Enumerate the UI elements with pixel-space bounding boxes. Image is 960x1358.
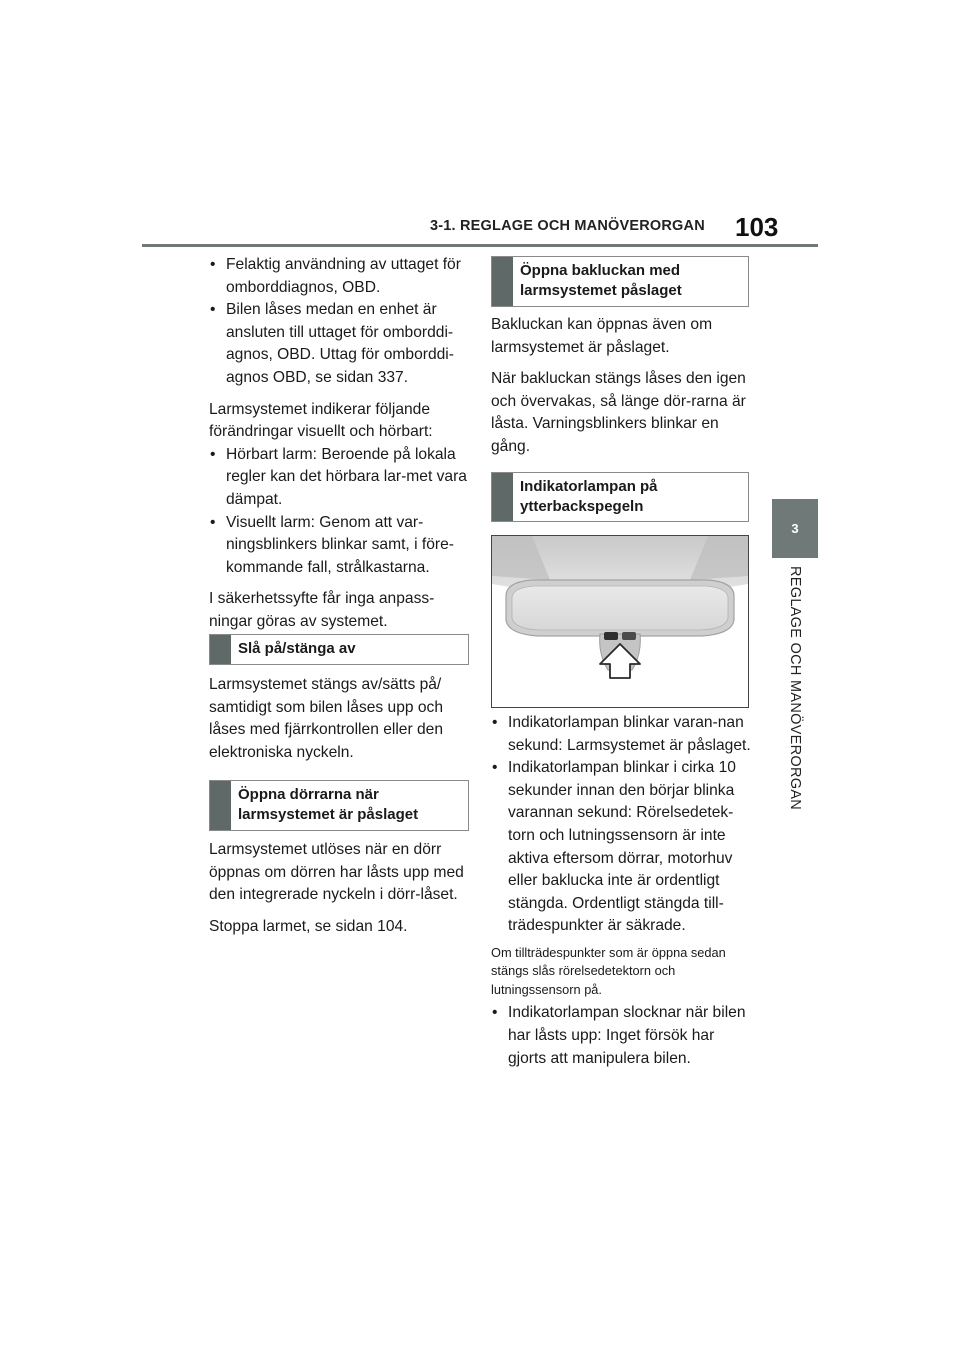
rearview-mirror-icon (492, 536, 748, 707)
heading-onoff-box (209, 634, 469, 665)
page-number: 103 (735, 212, 779, 242)
list-item: • Indikatorlampan blinkar i cirka 10 sekunder innan den börjar blinka varannan sekund: Rörelsedetek-torn och lutningssensorn är inte aktiva eftersom dörrar, motorhuv eller baklucka inte är ordentligt stängda. Ordentligt stängda till-trädespunkter är säkrade. (491, 757, 753, 938)
tailgate-paragraph-1: Bakluckan kan öppnas även om larmsystemet är påslaget. (491, 316, 713, 356)
heading-marker (210, 781, 231, 830)
indicator-section (491, 712, 753, 1070)
heading-indicator-box (491, 472, 749, 522)
list-item: • Felaktig användning av uttaget för omborddiagnos, OBD. (209, 254, 471, 299)
stop-alarm-paragraph: Stoppa larmet, se sidan 104. (209, 917, 408, 935)
alarm-bullet-list (209, 444, 471, 580)
list-item: • Hörbart larm: Beroende på lokala regler kan det hörbara lar-met vara dämpat. (209, 444, 471, 512)
heading-marker (492, 473, 513, 521)
doors-section (209, 839, 471, 938)
chapter-tab: 3 (772, 499, 818, 558)
tailgate-section (491, 314, 753, 459)
intro-bullet-list (209, 254, 471, 390)
heading-doors-box (209, 780, 469, 831)
heading-indicator: Indikatorlampan på ytterbackspegeln (520, 478, 658, 515)
heading-marker (492, 257, 513, 306)
mirror-figure (491, 535, 749, 708)
heading-marker (210, 635, 231, 664)
doors-paragraph: Larmsystemet utlöses när en dörr öppnas om dörren har låsts upp med den integrerade nyckeln i dörr-låset. (209, 841, 464, 904)
safety-paragraph: I säkerhetssyfte får inga anpass-ningar göras av systemet. (209, 590, 435, 630)
list-item: • Visuellt larm: Genom att var-ningsblinkers blinkar samt, i före-kommande fall, strålkastarna. (209, 512, 471, 580)
chapter-label: REGLAGE OCH MANÖVERORGAN (787, 566, 803, 811)
note-paragraph: Om tillträdespunkter som är öppna sedan stängs slås rörelsedetektorn och lutningssensorn på. (491, 944, 726, 997)
onoff-section (209, 674, 471, 764)
onoff-paragraph: Larmsystemet stängs av/sätts på/ samtidigt som bilen låses upp och låses med fjärrkontrollen eller den elektroniska nyckeln. (209, 676, 444, 761)
list-item: • Bilen låses medan en enhet är ansluten till uttaget för omborddi-agnos, OBD. Uttag för omborddi-agnos OBD, se sidan 337. (209, 299, 471, 389)
heading-doors: Öppna dörrarna när larmsystemet är påslaget (238, 786, 419, 823)
heading-tailgate: Öppna bakluckan med larmsystemet påslaget (520, 262, 682, 299)
heading-tailgate-box (491, 256, 749, 307)
indicator-paragraph: Larmsystemet indikerar följande förändringar visuellt och hörbart: (209, 400, 433, 441)
list-item: • Indikatorlampan blinkar varan-nan sekund: Larmsystemet är påslaget. (491, 712, 753, 757)
list-item: • Indikatorlampan slocknar när bilen har låsts upp: Inget försök har gjorts att manipulera bilen. (491, 1002, 753, 1070)
tailgate-paragraph-2: När bakluckan stängs låses den igen och övervakas, så länge dör-rarna är låsta. Varningsblinkers blinkar en gång. (491, 370, 746, 455)
left-column (209, 254, 471, 634)
header-divider (142, 244, 818, 247)
final-bullet-list (491, 1002, 753, 1070)
heading-onoff: Slå på/stänga av (238, 640, 356, 657)
indicator-bullet-list (491, 712, 753, 938)
section-title: 3-1. REGLAGE OCH MANÖVERORGAN (430, 218, 705, 234)
